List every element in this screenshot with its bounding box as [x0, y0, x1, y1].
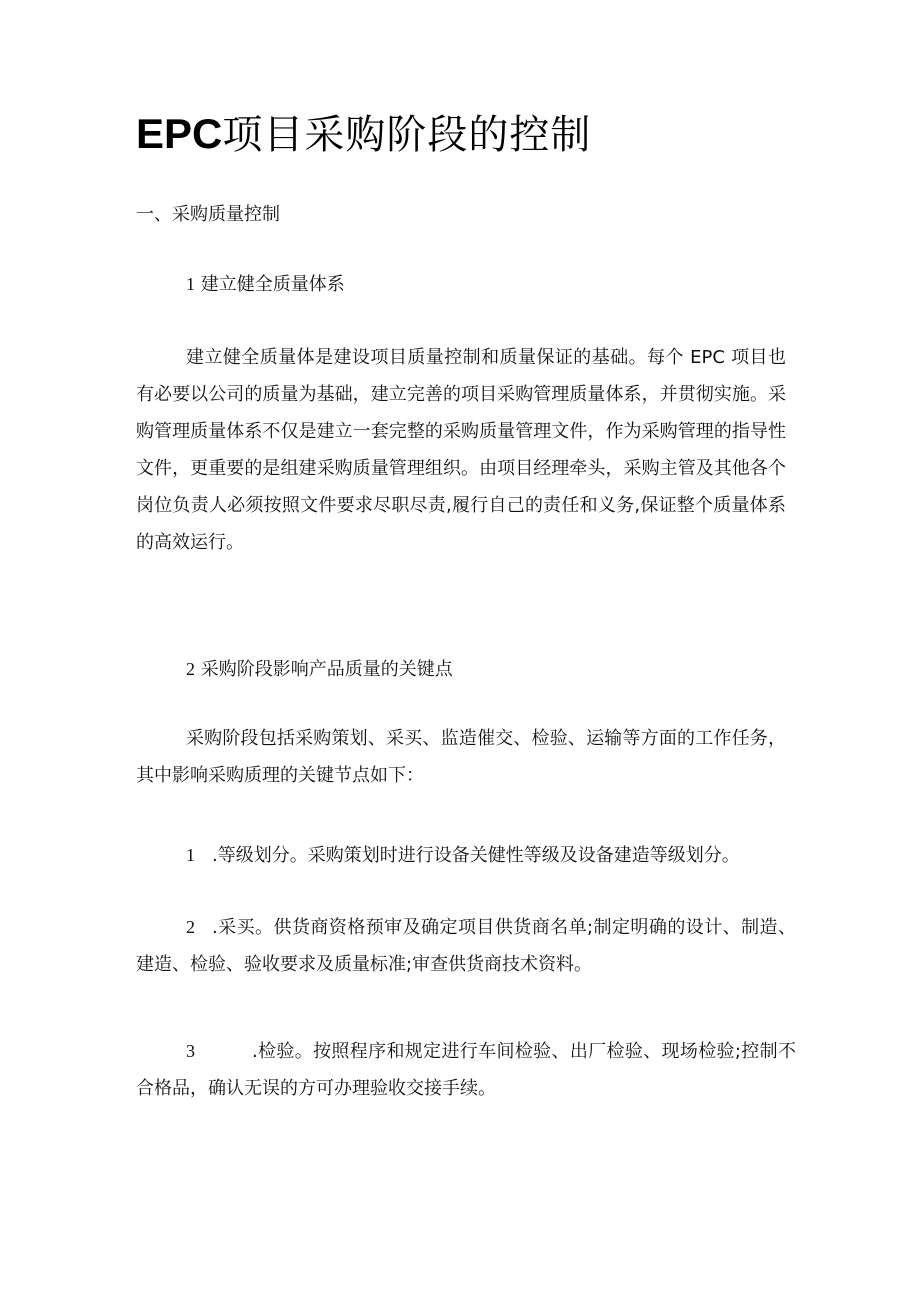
list-item: [136, 1033, 796, 1107]
subsection-title: 采购阶段影响产品质量的关键点: [200, 659, 453, 680]
section-heading: 一、采购质量控制: [136, 204, 280, 225]
list-item-number: 3: [186, 1041, 195, 1061]
list-item-number: 1: [186, 845, 195, 865]
paragraph-quality-system: 建立健全质量体是建设项目质量控制和质量保证的基础。每个 EPC 项目也有必要以公司的质量为基础，建立完善的项目采购管理质量体系，并贯彻实施。采购管理质量体系不仅是建立一套完整的采购质量管理文件，作为采购管理的指导性文件，更重要的是组建采购质量管理组织。由项目经理牵头，采购主管及其他各个岗位负责人必须按照文件要求尽职尽责,履行自己的责任和义务,保证整个质量体系的高效运行。: [136, 347, 786, 553]
list-item-number: 2: [186, 917, 195, 937]
document-title: [136, 106, 591, 163]
subsection-heading-1: [186, 269, 345, 300]
list-item: [136, 837, 796, 874]
list-item-text: .采买。供货商资格预审及确定项目供货商名单;制定明确的设计、制造、建造、检验、验收要求及质量标准;审查供货商技术资料。: [136, 917, 796, 975]
subsection-title: 建立健全质量体系: [200, 274, 345, 295]
title-latin: EPC: [136, 110, 223, 157]
list-item-text: .检验。按照程序和规定进行车间检验、出厂检验、现场检验;控制不合格品，确认无误的方可办理验收交接手续。: [136, 1041, 796, 1099]
paragraph-key-points: 采购阶段包括采购策划、采买、监造催交、检验、运输等方面的工作任务，其中影响采购质理的关键节点如下：: [136, 728, 786, 786]
list-item-text: .等级划分。采购策划时进行设备关健性等级及设备建造等级划分。: [212, 845, 740, 866]
subsection-heading-2: [186, 654, 453, 685]
subsection-number: 2: [186, 659, 195, 679]
title-text: 项目采购阶段的控制: [222, 112, 592, 158]
list-item: [136, 909, 796, 983]
subsection-number: 1: [186, 274, 195, 294]
